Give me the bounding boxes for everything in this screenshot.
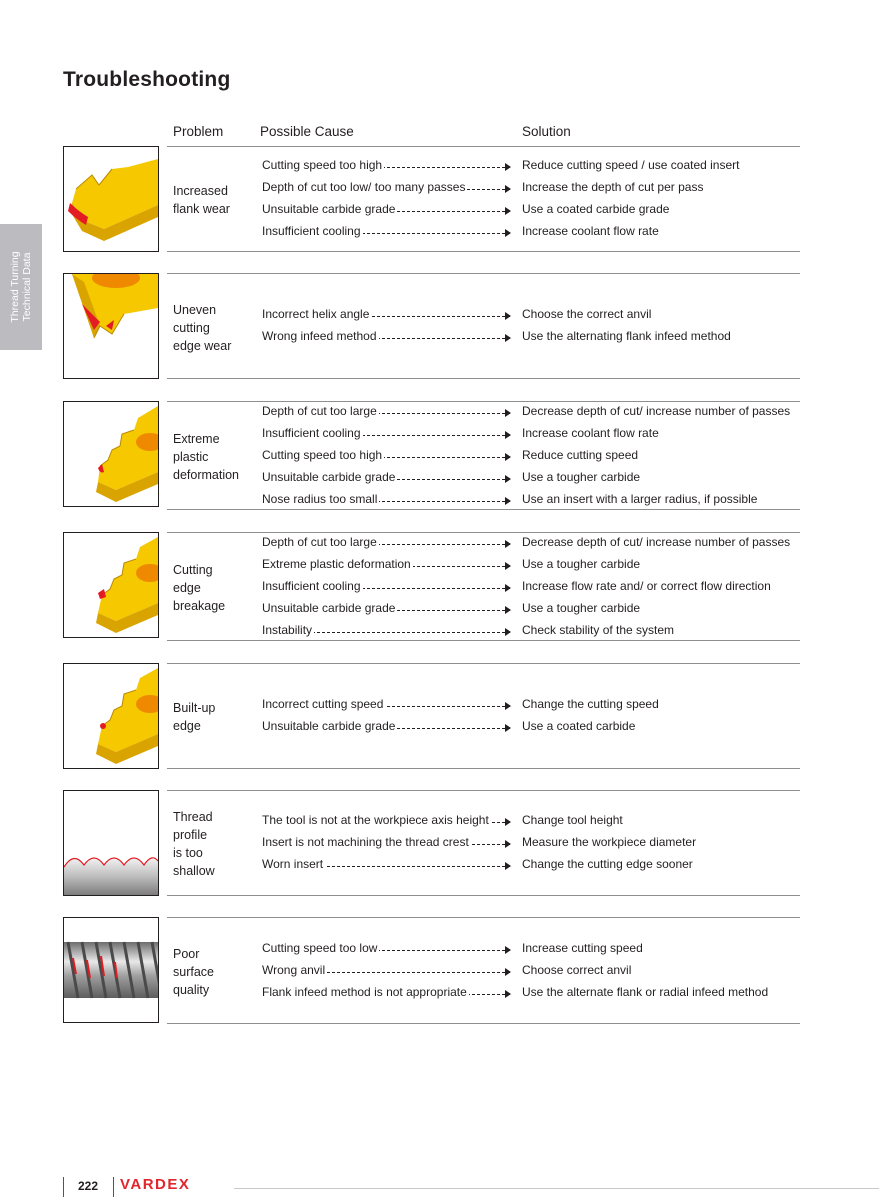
cause-row: Unsuitable carbide grade Use a coated carbide [262,719,636,733]
problem-label: Uneven cutting edge wear [173,303,232,353]
side-tab [0,224,42,350]
section-top-rule [167,663,800,664]
problem-label: Extreme plastic deformation [173,432,240,482]
cause-row: Cutting speed too low Increase cutting speed [262,941,643,955]
cause-row: Insert is not machining the thread crest Measure the workpiece diameter [262,835,697,849]
page-title: Troubleshooting [63,68,231,91]
cause-row: Unsuitable carbide grade Use a tougher carbide [262,601,641,615]
cause-row: Unsuitable carbide grade Use a tougher carbide [262,470,641,484]
problem-label: Cutting edge breakage [173,563,226,613]
cause-row: Depth of cut too large Decrease depth of cut/ increase number of passes [262,535,791,549]
uneven-wear-insert-image [63,273,159,379]
deformation-insert-image [63,401,159,507]
problem-label: Poor surface quality [173,947,214,997]
cause-row: Incorrect cutting speed Change the cutting speed [262,697,659,711]
problem-label: Increased flank wear [173,184,230,216]
section-top-rule [167,917,800,918]
section-top-rule [167,790,800,791]
footer-divider [63,1177,64,1197]
shallow-thread-profile-image [63,790,159,896]
flank-wear-insert-image [63,146,159,252]
cause-row: The tool is not at the workpiece axis height Change tool height [262,813,623,827]
section-bottom-rule [167,768,800,769]
cause-row: Unsuitable carbide grade Use a coated carbide grade [262,202,670,216]
problem-label: Built-up edge [173,701,216,733]
cause-row: Extreme plastic deformation Use a tougher carbide [262,557,641,571]
cause-row: Insufficient cooling Increase flow rate and/ or correct flow direction [262,579,771,593]
cause-row: Insufficient cooling Increase coolant flow rate [262,224,659,238]
section-top-rule [167,273,800,274]
cause-row: Incorrect helix angle Choose the correct anvil [262,307,652,321]
problem-label: Thread profile is too shallow [173,810,215,878]
cause-row: Insufficient cooling Increase coolant flow rate [262,426,659,440]
cause-row: Cutting speed too high Reduce cutting speed [262,448,639,462]
vardex-logo: VARDEX [120,1176,191,1193]
header-cause: Possible Cause [260,124,354,139]
footer-rule [234,1188,879,1189]
cause-row: Nose radius too small Use an insert with a larger radius, if possible [262,492,758,506]
built-up-edge-insert-image [63,663,159,769]
footer-divider [113,1177,114,1197]
header-problem: Problem [173,124,224,139]
section-top-rule [167,146,800,147]
cause-row: Flank infeed method is not appropriate Use the alternate flank or radial infeed method [262,985,769,999]
section-bottom-rule [167,895,800,896]
cause-row: Depth of cut too large Decrease depth of cut/ increase number of passes [262,404,791,418]
section-top-rule [167,401,800,402]
section-bottom-rule [167,1023,800,1024]
section-bottom-rule [167,378,800,379]
cause-row: Wrong infeed method Use the alternating flank infeed method [262,329,731,343]
cause-row: Depth of cut too low/ too many passes Increase the depth of cut per pass [262,180,704,194]
section-bottom-rule [167,251,800,252]
section-top-rule [167,532,800,533]
cause-row: Cutting speed too high Reduce cutting speed / use coated insert [262,158,740,172]
side-tab-label: Thread Turning Technical Data [9,251,33,323]
cause-row: Instability Check stability of the system [262,623,675,637]
header-solution: Solution [522,124,571,139]
cause-row: Worn insert Change the cutting edge sooner [262,857,693,871]
page-number: 222 [78,1179,99,1193]
cause-row: Wrong anvil Choose correct anvil [262,963,632,977]
rough-thread-surface-image [63,917,159,1023]
breakage-insert-image [63,532,159,638]
